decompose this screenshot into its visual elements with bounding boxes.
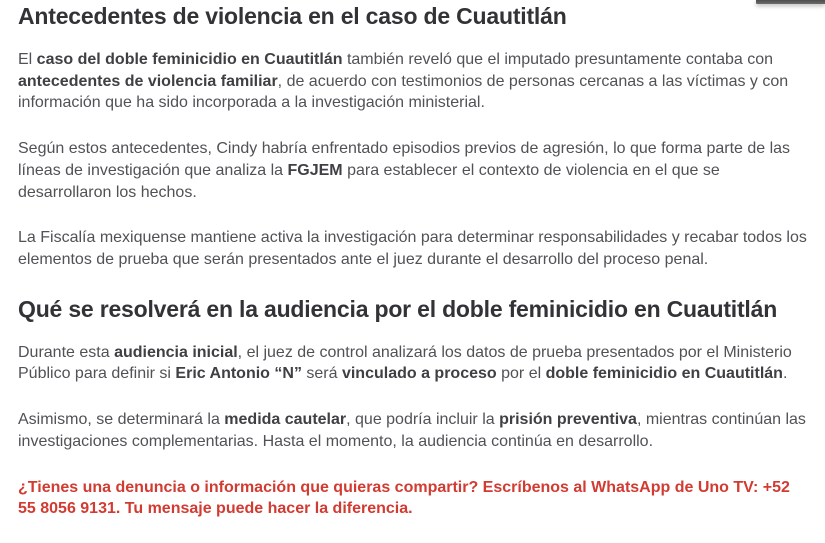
article-paragraph: Según estos antecedentes, Cindy habría enfrentado episodios previos de agresión, lo que forma parte de las líneas de investigación que analiza la FGJEM para establecer el contexto de violencia en el que se desarrollaron los hechos. (18, 140, 791, 201)
article-paragraph: El caso del doble feminicidio en Cuautitlán también reveló que el imputado presuntamente contaba con antecedentes de violencia familiar, de acuerdo con testimonios de personas cercanas a las víctimas y con información que ha sido incorporada a la investigación ministerial. (18, 51, 789, 112)
floating-video-player-edge[interactable] (756, 0, 825, 4)
whatsapp-cta-text: ¿Tienes una denuncia o información que quieras compartir? Escríbenos al WhatsApp de Uno TV: +52 55 8056 9131. Tu mensaje puede hacer la diferencia. (18, 478, 790, 518)
section-heading-audiencia: Qué se resolverá en la audiencia por el doble feminicidio en Cuautitlán (18, 295, 778, 322)
article-paragraph: Durante esta audiencia inicial, el juez de control analizará los datos de prueba presentados por el Ministerio Público para definir si Eric Antonio “N” será vinculado a proceso por el doble feminicidio en Cuautitlán. (18, 343, 792, 383)
article-paragraph: La Fiscalía mexiquense mantiene activa la investigación para determinar responsabilidades y recabar todos los elementos de prueba que serán presentados ante el juez durante el desarrollo del proceso penal. (18, 229, 807, 268)
article-paragraph: Asimismo, se determinará la medida cautelar, que podría incluir la prisión preventiva, mientras continúan las investigaciones complementarias. Hasta el momento, la audiencia continúa en desarrollo. (18, 411, 806, 450)
section-heading-antecedentes: Antecedentes de violencia en el caso de Cuautitlán (18, 3, 567, 29)
